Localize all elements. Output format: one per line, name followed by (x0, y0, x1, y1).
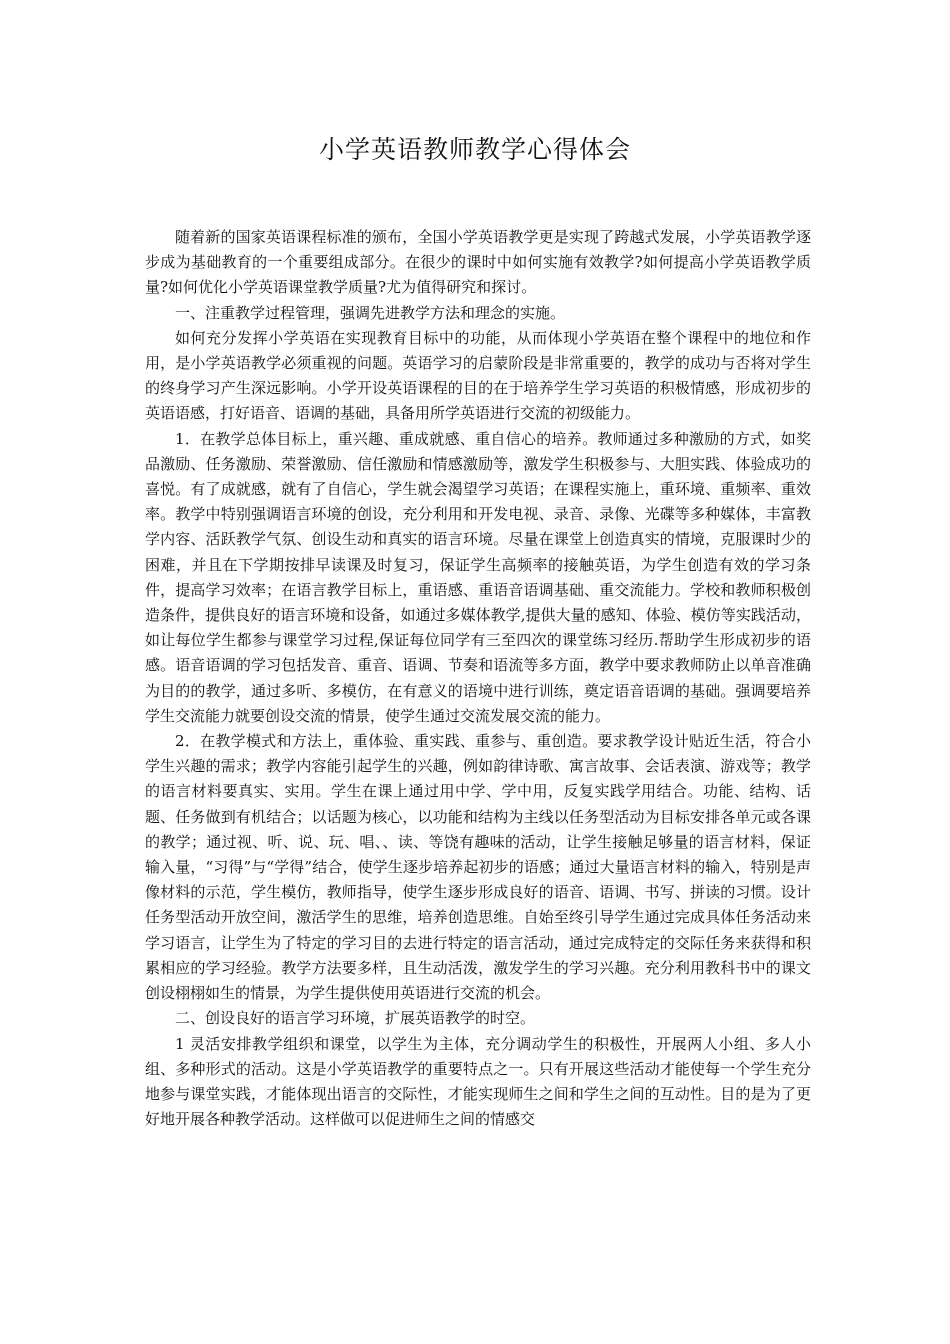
paragraph-intro: 随着新的国家英语课程标准的颁布，全国小学英语教学更是实现了跨越式发展，小学英语教学逐步成为基础教育的一个重要组成部分。在很少的课时中如何实施有效教学?如何提高小学英语教学质量?如何优化小学英语课堂教学质量?尤为值得研究和探讨。 (145, 228, 811, 297)
document-body (145, 225, 811, 1132)
paragraph-point-2: 2．在教学模式和方法上，重体验、重实践、重参与、重创造。要求教学设计贴近生活，符合小学生兴趣的需求；教学内容能引起学生的兴趣，例如韵律诗歌、寓言故事、会话表演、游戏等；教学的语言材料要真实、实用。学生在课上通过用中学、学中用，反复实践学用结合。功能、结构、话题、任务做到有机结合；以话题为核心，以功能和结构为主线以任务型活动为目标安排各单元或各课的教学；通过视、听、说、玩、唱、、读、等饶有趣味的活动，让学生接触足够量的语言材料，保证输入量，“习得”与“学得”结合，使学生逐步培养起初步的语感；通过大量语言材料的输入，特别是声像材料的示范，学生模仿，教师指导，使学生逐步形成良好的语音、语调、书写、拼读的习惯。设计任务型活动开放空间，激活学生的思维，培养创造思维。自始至终引导学生通过完成具体任务活动来学习语言，让学生为了特定的学习目的去进行特定的语言活动，通过完成特定的交际任务来获得和积累相应的学习经验。教学方法要多样，且生动活泼，激发学生的学习兴趣。充分利用教科书中的课文创设栩栩如生的情景，为学生提供使用英语进行交流的机会。 (145, 732, 811, 1003)
document-title: 小学英语教师教学心得体会 (318, 135, 631, 164)
paragraph-section-1-intro: 如何充分发挥小学英语在实现教育目标中的功能，从而体现小学英语在整个课程中的地位和作用，是小学英语教学必须重视的问题。英语学习的启蒙阶段是非常重要的，教学的成功与否将对学生的终身学习产生深远影响。小学开设英语课程的目的在于培养学生学习英语的积极情感，形成初步的英语语感，打好语音、语调的基础，具备用所学英语进行交流的初级能力。 (145, 328, 811, 423)
heading-section-1: 一、注重教学过程管理，强调先进教学方法和理念的实施。 (175, 303, 566, 322)
paragraph-section-2-point-1: 1 灵活安排教学组织和课堂，以学生为主体，充分调动学生的积极性，开展两人小组、多人小组、多种形式的活动。这是小学英语教学的重要特点之一。只有开展这些活动才能使每一个学生充分地参与课堂实践，才能体现出语言的交际性，才能实现师生之间和学生之间的互动性。目的是为了更好地开展各种教学活动。这样做可以促进师生之间的情感交 (145, 1034, 811, 1129)
heading-section-2: 二、创设良好的语言学习环境，扩展英语教学的时空。 (175, 1009, 536, 1028)
paragraph-point-1: 1．在教学总体目标上，重兴趣、重成就感、重自信心的培养。教师通过多种激励的方式，如奖品激励、任务激励、荣誉激励、信任激励和情感激励等，激发学生积极参与、大胆实践、体验成功的喜悦。有了成就感，就有了自信心，学生就会渴望学习英语；在课程实施上，重环境、重频率、重效率。教学中特别强调语言环境的创设，充分利用和开发电视、录音、录像、光碟等多种媒体，丰富教学内容、活跃教学气氛、创设生动和真实的语言环境。尽量在课堂上创造真实的情境，克服课时少的困难，并且在下学期按排早读课及时复习，保证学生高频率的接触英语，为学生创造有效的学习条件，提高学习效率；在语言教学目标上，重语感、重语音语调基础、重交流能力。学校和教师积极创造条件，提供良好的语言环境和设备，如通过多媒体教学,提供大量的感知、体验、模仿等实践活动，如让每位学生都参与课堂学习过程,保证每位同学有三至四次的课堂练习经历.帮助学生形成初步的语感。语音语调的学习包括发音、重音、语调、节奏和语流等多方面，教学中要求教师防止以单音准确为目的的教学，通过多听、多模仿，在有意义的语境中进行训练，奠定语音语调的基础。强调要培养学生交流能力就要创设交流的情景，使学生通过交流发展交流的能力。 (145, 429, 811, 725)
